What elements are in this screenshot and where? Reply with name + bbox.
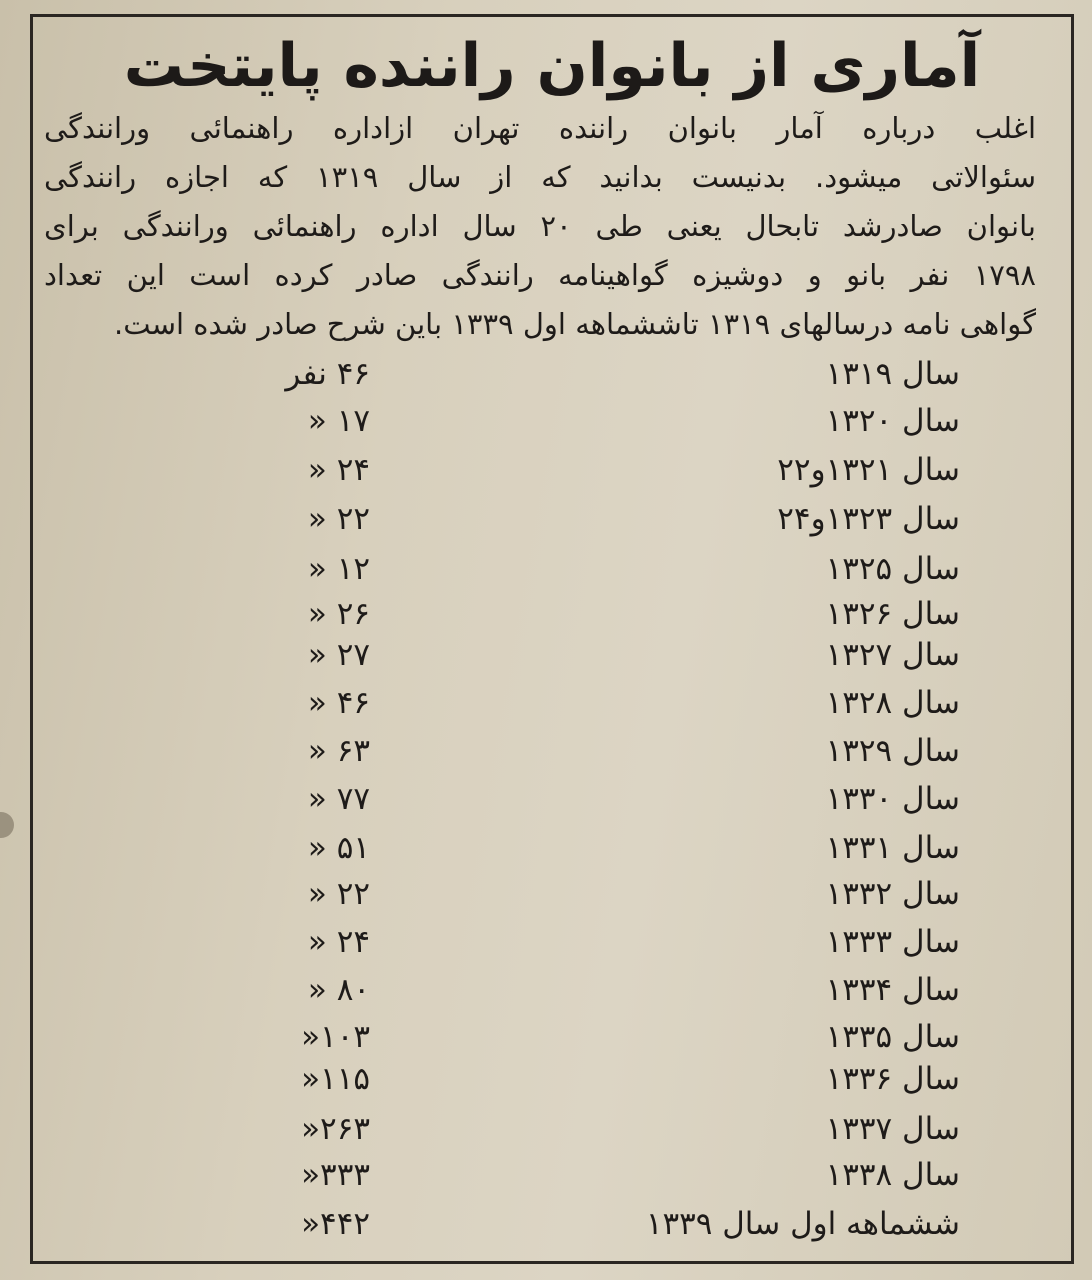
row-year: سال ۱۳۲۶ xyxy=(825,596,960,632)
row-count: ۴۶ نفر xyxy=(285,356,370,392)
row-count: ۸۰ « xyxy=(307,972,370,1008)
table-row xyxy=(44,1107,1044,1151)
row-year: سال ۱۳۳۶ xyxy=(825,1061,960,1097)
row-year: سال ۱۳۲۷ xyxy=(825,637,960,673)
table-row xyxy=(44,1015,1044,1059)
row-count: ۴۶ « xyxy=(307,685,370,721)
row-year: سال ۱۳۳۵ xyxy=(825,1019,960,1055)
row-year: ششماهه اول سال ۱۳۳۹ xyxy=(645,1206,960,1242)
table-row xyxy=(44,592,1044,636)
table-row xyxy=(44,920,1044,964)
row-year: سال ۱۳۱۹ xyxy=(825,356,960,392)
row-count: ۱۰۳« xyxy=(301,1019,370,1055)
row-year: سال ۱۳۳۸ xyxy=(825,1157,960,1193)
table-row xyxy=(44,547,1044,591)
row-year: سال ۱۳۳۱ xyxy=(825,830,960,866)
row-year: سال ۱۳۲۱و۲۲ xyxy=(777,452,960,488)
row-year: سال ۱۳۲۸ xyxy=(825,685,960,721)
row-count: ۱۲ « xyxy=(307,551,370,587)
row-year: سال ۱۳۲۹ xyxy=(825,733,960,769)
intro-line: اغلب درباره آمار بانوان راننده تهران ازاداره راهنمائی ورانندگی xyxy=(44,111,1036,145)
table-row xyxy=(44,777,1044,821)
intro-line: گواهی نامه درسالهای ۱۳۱۹ تاششماهه اول ۱۳۳۹ باین شرح صادر شده است. xyxy=(114,307,1036,341)
table-row xyxy=(44,968,1044,1012)
row-count: ۵۱ « xyxy=(307,830,370,866)
row-count: ۲۴ « xyxy=(307,924,370,960)
table-row xyxy=(44,1202,1044,1246)
row-count: ۲۴ « xyxy=(307,452,370,488)
row-year: سال ۱۳۲۵ xyxy=(825,551,960,587)
row-count: ۶۳ « xyxy=(307,733,370,769)
row-year: سال ۱۳۳۷ xyxy=(825,1111,960,1147)
table-row xyxy=(44,681,1044,725)
license-stats-table xyxy=(44,352,1044,1252)
row-count: ۷۷ « xyxy=(307,781,370,817)
row-count: ۲۶۳« xyxy=(301,1111,370,1147)
table-row xyxy=(44,633,1044,677)
table-row xyxy=(44,826,1044,870)
table-row xyxy=(44,448,1044,492)
binding-hole xyxy=(0,812,14,838)
row-year: سال ۱۳۲۳و۲۴ xyxy=(777,501,960,537)
table-row xyxy=(44,1057,1044,1101)
row-year: سال ۱۳۳۲ xyxy=(825,876,960,912)
article-intro xyxy=(44,104,1036,349)
row-count: ۱۱۵« xyxy=(301,1061,370,1097)
row-year: سال ۱۳۳۴ xyxy=(825,972,960,1008)
table-row xyxy=(44,729,1044,773)
intro-line: ۱۷۹۸ نفر بانو و دوشیزه گواهینامه رانندگی صادر کرده است این تعداد xyxy=(44,258,1036,292)
row-count: ۲۲ « xyxy=(307,876,370,912)
table-row xyxy=(44,399,1044,443)
row-year: سال ۱۳۳۳ xyxy=(825,924,960,960)
row-count: ۱۷ « xyxy=(307,403,370,439)
row-count: ۳۳۳« xyxy=(301,1157,370,1193)
row-count: ۴۴۲« xyxy=(301,1206,370,1242)
table-row xyxy=(44,1153,1044,1197)
table-row xyxy=(44,497,1044,541)
intro-line: بانوان صادرشد تابحال یعنی طی ۲۰ سال اداره راهنمائی ورانندگی برای xyxy=(44,209,1036,243)
row-count: ۲۶ « xyxy=(307,596,370,632)
row-year: سال ۱۳۳۰ xyxy=(825,781,960,817)
table-row xyxy=(44,872,1044,916)
row-count: ۲۲ « xyxy=(307,501,370,537)
row-year: سال ۱۳۲۰ xyxy=(825,403,960,439)
article-title: آماری از بانوان راننده پایتخت xyxy=(123,31,981,101)
table-row xyxy=(44,352,1044,396)
intro-line: سئوالاتی میشود. بدنیست بدانید که از سال ۱۳۱۹ که اجازه رانندگی xyxy=(44,160,1036,194)
row-count: ۲۷ « xyxy=(307,637,370,673)
